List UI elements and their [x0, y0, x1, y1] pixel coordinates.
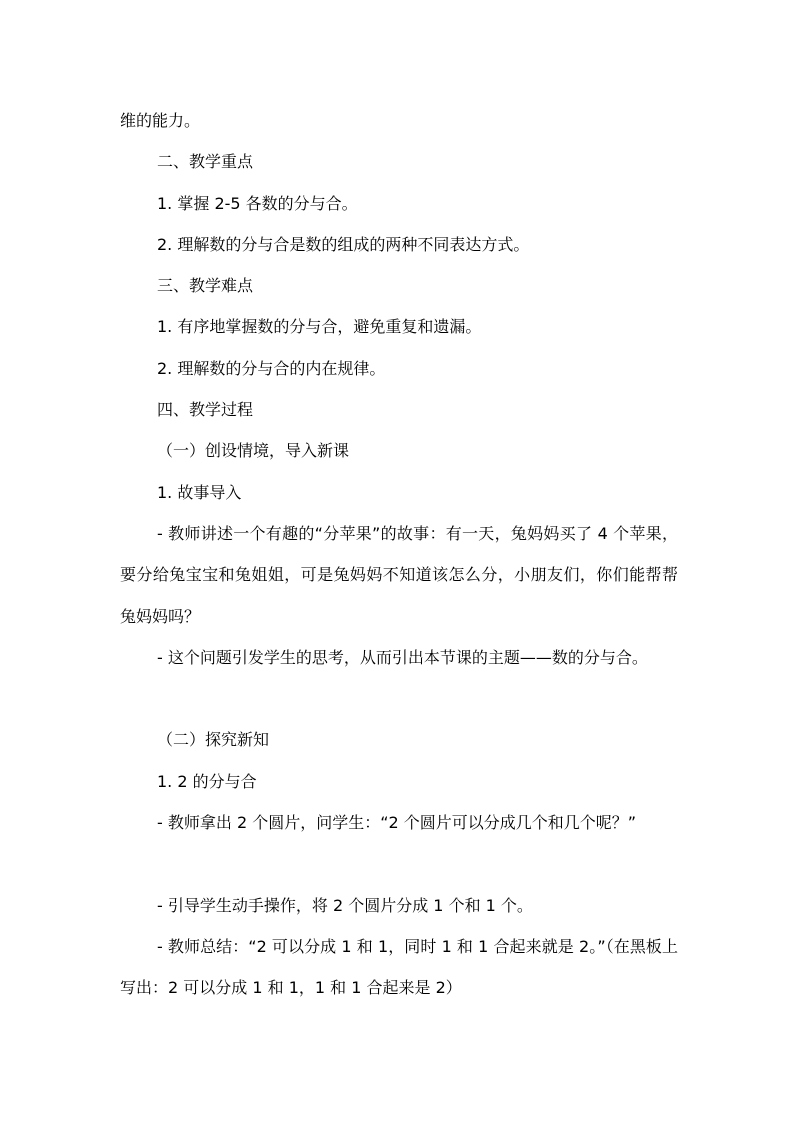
subsection-heading: （二）探究新知: [157, 730, 270, 750]
paragraph-continuation: 维的能力。: [120, 111, 201, 130]
difficulty-item: 1. 有序地掌握数的分与合，避免重复和遗漏。: [157, 317, 482, 337]
step-heading: 1. 故事导入: [157, 482, 242, 502]
step-heading: 1. 2 的分与合: [157, 771, 257, 791]
difficulty-item: 2. 理解数的分与合的内在规律。: [157, 358, 386, 378]
activity-paragraph: - 教师拿出 2 个圆片，问学生：“2 个圆片可以分成几个和几个呢？”: [157, 813, 637, 833]
section-heading-process: 四、教学过程: [157, 400, 254, 420]
activity-paragraph: - 引导学生动手操作，将 2 个圆片分成 1 个和 1 个。: [157, 895, 533, 915]
subsection-heading: （一）创设情境，导入新课: [157, 441, 350, 461]
activity-paragraph: - 教师总结：“2 可以分成 1 和 1，同时 1 和 1 合起来就是 2。”（在黑板上写出：2 可以分成 1 和 1，1 和 1 合起来是 2）: [120, 936, 678, 998]
key-point-item: 2. 理解数的分与合是数的组成的两种不同表达方式。: [157, 234, 530, 254]
section-heading-difficulties: 三、教学难点: [157, 276, 254, 296]
document-body: [120, 100, 678, 1009]
key-point-item: 1. 掌握 2-5 各数的分与合。: [157, 193, 358, 213]
story-paragraph: - 这个问题引发学生的思考，从而引出本节课的主题——数的分与合。: [157, 647, 648, 667]
story-paragraph: - 教师讲述一个有趣的“分苹果”的故事：有一天，兔妈妈买了 4 个苹果，要分给兔宝宝和兔姐姐，可是兔妈妈不知道该怎么分，小朋友们，你们能帮帮兔妈妈吗？: [120, 523, 678, 626]
section-heading-key-points: 二、教学重点: [157, 152, 254, 172]
